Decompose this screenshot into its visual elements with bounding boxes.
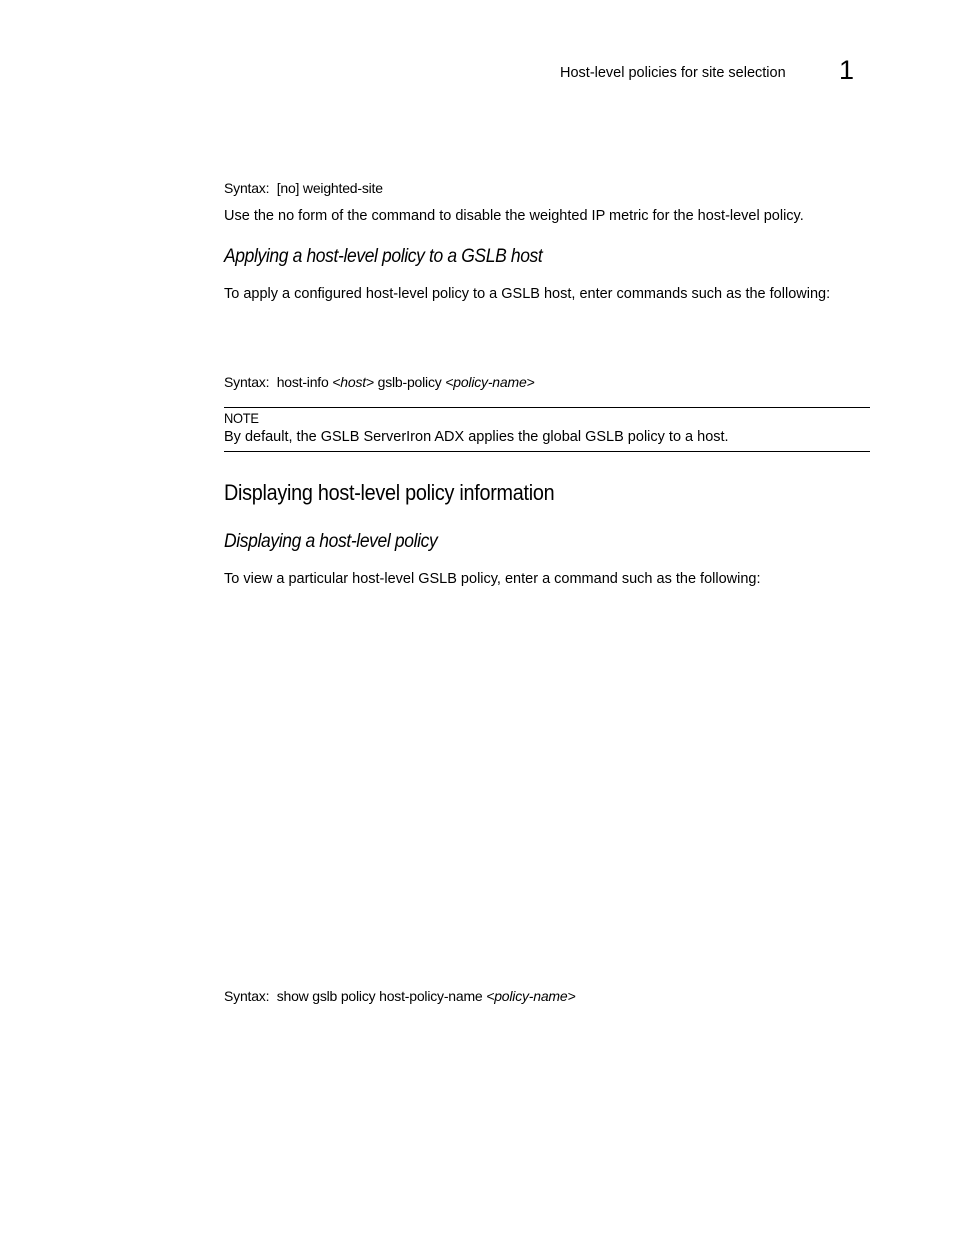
syntax-label: Syntax:	[224, 988, 270, 1004]
weighted-site-description	[224, 208, 804, 224]
displaying-policy-description: To view a particular host-level GSLB policy, enter a command such as the following:	[224, 571, 761, 587]
syntax-command-show-gslb-policy: show gslb policy host-policy-name	[276, 988, 483, 1004]
note-text: By default, the GSLB ServerIron ADX applies the global GSLB policy to a host.	[224, 429, 729, 445]
syntax-command-gslb-policy: gslb-policy	[377, 374, 442, 390]
syntax-line-show-gslb-policy	[224, 988, 575, 1004]
syntax-label: Syntax:	[224, 374, 270, 390]
syntax-command-host-info: host-info	[276, 374, 329, 390]
syntax-line-weighted-site	[224, 180, 383, 196]
applying-policy-description: To apply a configured host-level policy to a GSLB host, enter commands such as the following:	[224, 286, 831, 302]
body-suffix: form of the command to disable the weighted IP metric for the host-level policy.	[294, 208, 804, 224]
chapter-number: 1	[839, 55, 855, 85]
syntax-command: [no] weighted-site	[276, 180, 383, 196]
heading-displaying-host-level-policy-information: Displaying host-level policy information	[224, 480, 555, 505]
syntax-arg-policy-name: <policy-name>	[445, 374, 535, 390]
note-top-rule	[224, 407, 870, 408]
body-prefix: Use the	[224, 208, 278, 224]
heading-applying-host-level-policy: Applying a host-level policy to a GSLB host	[224, 246, 543, 267]
body-keyword: no	[278, 208, 295, 224]
syntax-arg-policy-name: <policy-name>	[486, 988, 576, 1004]
syntax-arg-host: <host>	[332, 374, 374, 390]
syntax-label: Syntax:	[224, 180, 270, 196]
note-bottom-rule	[224, 451, 870, 452]
heading-displaying-host-level-policy: Displaying a host-level policy	[224, 531, 438, 552]
running-header-title: Host-level policies for site selection	[560, 65, 786, 81]
note-label: NOTE	[224, 410, 259, 426]
syntax-line-host-info	[224, 374, 535, 390]
